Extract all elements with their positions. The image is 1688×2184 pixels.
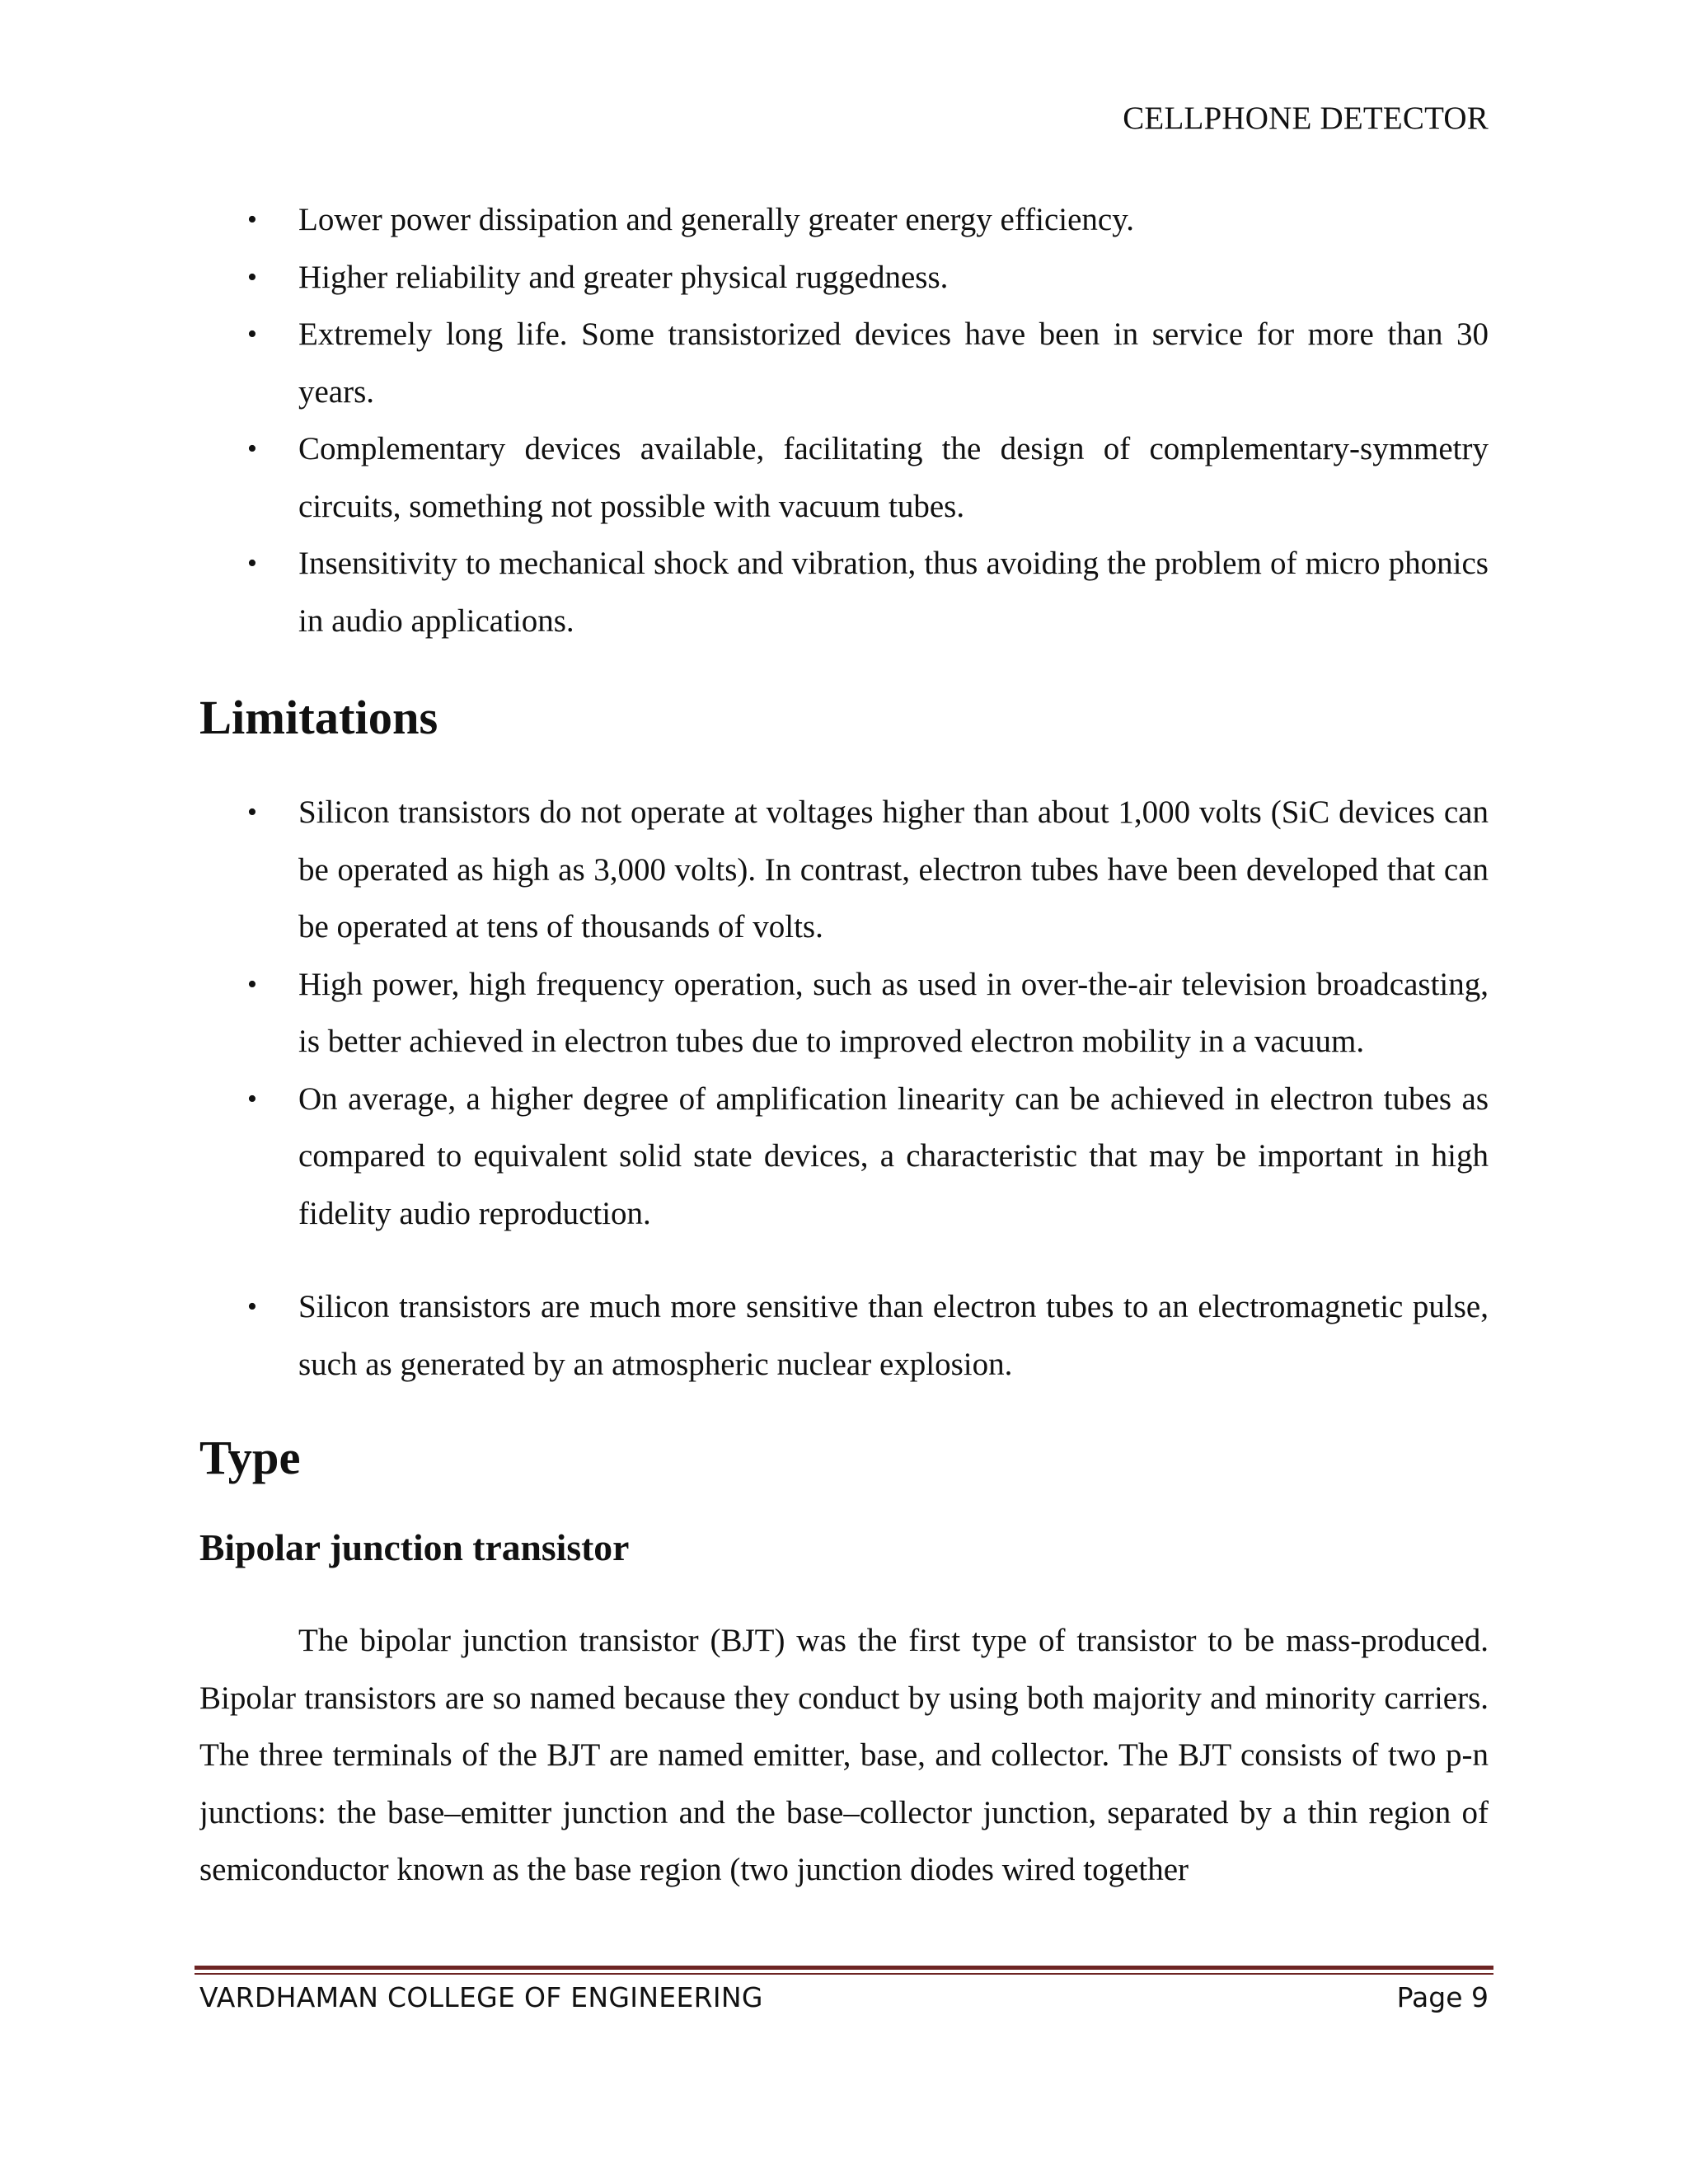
footer-page-number: Page 9 [1396, 1981, 1489, 2013]
list-item: • Silicon transistors are much more sensitive than electron tubes to an electromagnetic pulse, such as generated by an atmospheric nuclear explosion. [199, 1278, 1489, 1393]
bjt-paragraph: The bipolar junction transistor (BJT) was the first type of transistor to be mass-produced. Bipolar transistors are so named because they conduct by using both majority and minority carriers. The three terminals of the BJT are named emitter, base, and collector. The BJT consists of two p-n junctions: the base–emitter junction and the base–collector junction, separated by a thin region of semiconductor known as the base region (two junction diodes wired together [199, 1623, 1489, 1887]
list-item: • On average, a higher degree of amplification linearity can be achieved in electron tubes as compared to equivalent solid state devices, a characteristic that may be important in high fidelity audio reproduction. [199, 1071, 1489, 1243]
list-item: • Extremely long life. Some transistorized devices have been in service for more than 30 years. [199, 306, 1489, 420]
footer-institution: VARDHAMAN COLLEGE OF ENGINEERING [199, 1981, 763, 2013]
list-item: • Silicon transistors do not operate at voltages higher than about 1,000 volts (SiC devices can be operated as high as 3,000 volts). In contrast, electron tubes have been developed that can be operated at tens of thousands of volts. [199, 784, 1489, 956]
bjt-subheading: Bipolar junction transistor [199, 1526, 630, 1568]
running-header: CELLPHONE DETECTOR [1123, 101, 1489, 136]
list-item: • High power, high frequency operation, such as used in over-the-air television broadcasting, is better achieved in electron tubes due to improved electron mobility in a vacuum. [199, 956, 1489, 1071]
list-item: • Complementary devices available, facilitating the design of complementary-symmetry circuits, something not possible with vacuum tubes. [199, 420, 1489, 535]
footer-rule-thin [195, 1973, 1493, 1975]
advantages-list [199, 191, 1489, 649]
limitations-heading: Limitations [199, 691, 438, 744]
list-item: • Lower power dissipation and generally greater energy efficiency. [199, 191, 1489, 249]
list-item: • Insensitivity to mechanical shock and vibration, thus avoiding the problem of micro phonics in audio applications. [199, 535, 1489, 649]
list-item: • Higher reliability and greater physical ruggedness. [199, 249, 1489, 307]
type-heading: Type [199, 1431, 301, 1484]
page-content [199, 191, 1489, 1898]
limitations-list [199, 784, 1489, 1393]
footer-rule-thick [195, 1966, 1493, 1970]
